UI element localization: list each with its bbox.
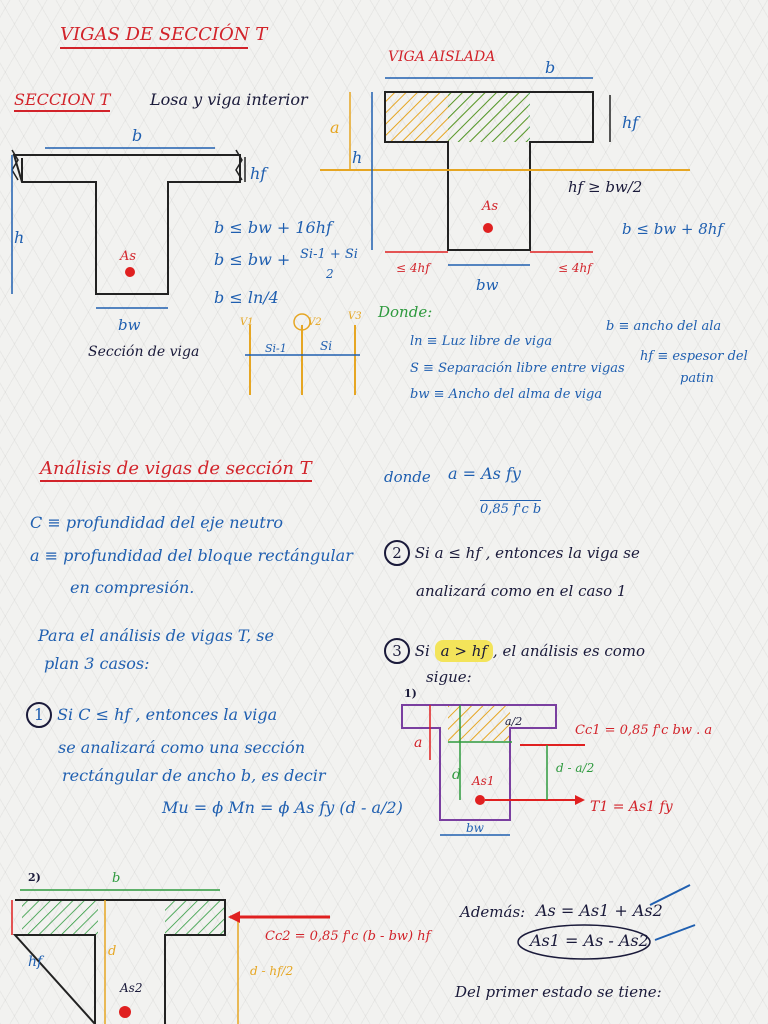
case3-si: Si bbox=[414, 642, 430, 660]
s-right: Si bbox=[320, 339, 333, 353]
donde-item-2: S ≡ Separación libre entre vigas bbox=[410, 361, 625, 376]
donde-right-1: b ≡ ancho del ala bbox=[606, 319, 722, 334]
fig1-t1: T1 = As1 fy bbox=[590, 799, 673, 815]
s-left: Si-1 bbox=[265, 342, 287, 355]
v3-label: V3 bbox=[348, 311, 362, 322]
case2-line-2: analizará como en el caso 1 bbox=[416, 582, 627, 600]
a-definition-1: a ≡ profundidad del bloque rectángular bbox=[30, 546, 353, 565]
case1-line-2: se analizará como una sección bbox=[58, 738, 305, 757]
case1-line-1 bbox=[26, 702, 277, 728]
rule-2-prefix: b ≤ bw + bbox=[214, 250, 291, 269]
fig1-bw: bw bbox=[466, 821, 484, 835]
donde-title: Donde: bbox=[378, 303, 433, 321]
v1-label: V1 bbox=[240, 317, 254, 328]
a-definition-2: en compresión. bbox=[70, 578, 195, 597]
fig1-a2: a/2 bbox=[505, 715, 523, 728]
fig1-as1: As1 bbox=[472, 774, 495, 788]
seccion-t-caption: Sección de viga bbox=[88, 344, 200, 360]
rebar-as bbox=[125, 267, 135, 277]
case3-fig2-diagram bbox=[12, 890, 330, 1024]
va-cond1: hf ≥ bw/2 bbox=[568, 178, 643, 196]
page-title: VIGAS DE SECCIÓN T bbox=[60, 24, 268, 45]
case1-number: 1 bbox=[26, 702, 52, 728]
fig2-label: 2) bbox=[28, 871, 41, 884]
intro-line-1: Para el análisis de vigas T, se bbox=[38, 626, 274, 645]
analisis-title: Análisis de vigas de sección T bbox=[40, 460, 312, 482]
fig1-d: d bbox=[452, 767, 461, 783]
fig1-label: 1) bbox=[404, 687, 417, 700]
donde-item-1: ln ≡ Luz libre de viga bbox=[410, 334, 553, 349]
fig1-a: a bbox=[414, 735, 423, 751]
donde-a-prefix: donde bbox=[384, 468, 431, 486]
fig2-b: b bbox=[112, 871, 121, 886]
rule-3: b ≤ ln/4 bbox=[214, 288, 279, 307]
case3-number: 3 bbox=[384, 638, 410, 664]
case3-condition: a > hf bbox=[435, 640, 493, 662]
rule-1: b ≤ bw + 16hf bbox=[214, 218, 332, 237]
seccion-t-bw: bw bbox=[118, 316, 141, 334]
case1-equation: Mu = ϕ Mn = ϕ As fy (d - a/2) bbox=[162, 798, 403, 817]
ademas-label: Además: bbox=[460, 903, 526, 921]
va-cond2: b ≤ bw + 8hf bbox=[622, 220, 724, 238]
case3-rest: , el análisis es como bbox=[492, 642, 646, 660]
case2-number: 2 bbox=[384, 540, 410, 566]
rule-2-den: 2 bbox=[326, 267, 334, 281]
v2-label: V2 bbox=[308, 317, 322, 328]
case2-text-a: Si a ≤ hf , entonces la viga se bbox=[414, 544, 640, 562]
va-left-ext: ≤ 4hf bbox=[396, 261, 430, 275]
fig1-cc1: Cc1 = 0,85 f'c bw . a bbox=[575, 723, 713, 738]
donde-item-3: bw ≡ Ancho del alma de viga bbox=[410, 387, 603, 402]
fig2-as2: As2 bbox=[120, 981, 143, 995]
case2-line-1 bbox=[384, 540, 640, 566]
case3-line-1 bbox=[384, 638, 645, 664]
viga-aislada-title: VIGA AISLADA bbox=[388, 49, 496, 65]
seccion-t-as: As bbox=[120, 249, 137, 264]
seccion-t-label: SECCION T bbox=[14, 92, 110, 112]
va-b: b bbox=[545, 58, 556, 77]
fig2-d-hf2: d - hf/2 bbox=[250, 964, 294, 978]
case1-line-3: rectángular de ancho b, es decir bbox=[62, 766, 326, 785]
fig1-d-a2: d - a/2 bbox=[556, 761, 595, 775]
fig2-hf: hf bbox=[28, 954, 43, 970]
ademas-eq1: As = As1 + As2 bbox=[536, 901, 663, 920]
case3-line-2: sigue: bbox=[426, 668, 472, 686]
t-section-interior-diagram bbox=[12, 148, 245, 308]
intro-line-2: plan 3 casos: bbox=[44, 654, 150, 673]
fig2-d: d bbox=[108, 944, 117, 959]
seccion-t-subtitle: Losa y viga interior bbox=[150, 90, 308, 109]
va-hf: hf bbox=[622, 113, 639, 132]
ademas-del: Del primer estado se tiene: bbox=[455, 983, 662, 1001]
seccion-t-b: b bbox=[132, 126, 143, 145]
c-definition: C ≡ profundidad del eje neutro bbox=[30, 513, 284, 532]
seccion-t-h: h bbox=[14, 228, 25, 247]
rule-2-num: Si-1 + Si bbox=[300, 247, 358, 262]
va-right-ext: ≤ 4hf bbox=[558, 261, 592, 275]
va-a: a bbox=[330, 118, 340, 137]
fig2-cc2: Cc2 = 0,85 f'c (b - bw) hf bbox=[265, 929, 431, 944]
beam-spacing-sketch bbox=[245, 311, 362, 395]
va-bw: bw bbox=[476, 276, 499, 294]
va-as: As bbox=[482, 199, 499, 214]
a-formula-num: a = As fy bbox=[448, 464, 521, 483]
donde-right-2: hf ≡ espesor del bbox=[640, 349, 748, 364]
va-h: h bbox=[352, 148, 363, 167]
ademas-eq2: As1 = As - As2 bbox=[530, 931, 649, 950]
a-formula-den: 0,85 f'c b bbox=[480, 502, 542, 517]
case1-text-a: Si C ≤ hf , entonces la viga bbox=[57, 705, 278, 724]
seccion-t-hf: hf bbox=[250, 164, 267, 183]
donde-right-3: patin bbox=[680, 371, 714, 386]
